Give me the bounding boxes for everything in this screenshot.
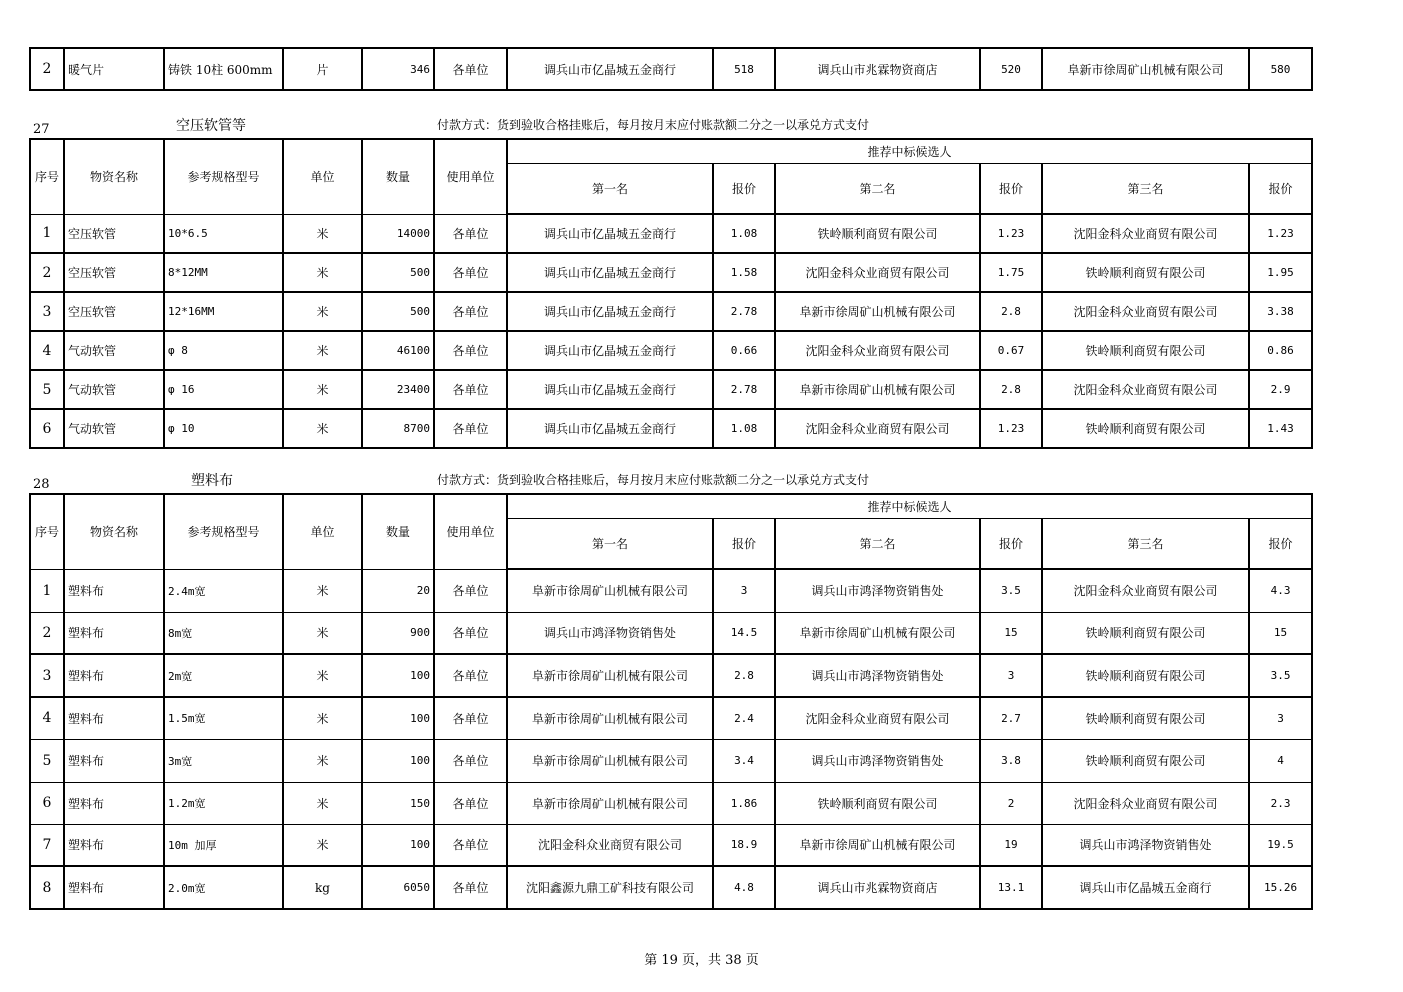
cell-first: 调兵山市亿晶城五金商行 xyxy=(507,331,713,370)
cell-second: 铁岭顺利商贸有限公司 xyxy=(775,782,980,824)
cell-price-1: 3 xyxy=(713,569,775,612)
cell-no: 7 xyxy=(30,824,64,866)
table-row xyxy=(30,409,1312,448)
cell-first: 调兵山市亿晶城五金商行 xyxy=(507,214,713,253)
cell-second: 沈阳金科众业商贸有限公司 xyxy=(775,253,980,292)
header-third: 第三名 xyxy=(1042,518,1249,569)
table-row xyxy=(30,697,1312,739)
cell-price-3: 1.95 xyxy=(1249,253,1312,292)
cell-name: 塑料布 xyxy=(64,612,164,654)
cell-third: 铁岭顺利商贸有限公司 xyxy=(1042,612,1249,654)
header-unit: 单位 xyxy=(283,139,362,214)
cell-qty: 100 xyxy=(362,824,434,866)
cell-no: 6 xyxy=(30,409,64,448)
cell-third: 铁岭顺利商贸有限公司 xyxy=(1042,654,1249,697)
cell-price-2: 520 xyxy=(980,48,1042,90)
cell-price-1: 4.8 xyxy=(713,866,775,909)
cell-price-3: 2.3 xyxy=(1249,782,1312,824)
cell-price-2: 2.7 xyxy=(980,697,1042,739)
cell-price-3: 3 xyxy=(1249,697,1312,739)
cell-second: 阜新市徐周矿山机械有限公司 xyxy=(775,824,980,866)
cell-user: 各单位 xyxy=(434,697,507,739)
cell-spec: 8m宽 xyxy=(164,612,283,654)
cell-third: 沈阳金科众业商贸有限公司 xyxy=(1042,370,1249,409)
cell-third: 铁岭顺利商贸有限公司 xyxy=(1042,331,1249,370)
cell-no: 4 xyxy=(30,331,64,370)
cell-first: 阜新市徐周矿山机械有限公司 xyxy=(507,654,713,697)
cell-first: 调兵山市鸿泽物资销售处 xyxy=(507,612,713,654)
cell-unit: 米 xyxy=(283,370,362,409)
cell-price-1: 2.78 xyxy=(713,370,775,409)
cell-spec: 2m宽 xyxy=(164,654,283,697)
section-title: 空压软管等 xyxy=(176,118,246,134)
header-no: 序号 xyxy=(30,139,64,214)
header-price: 报价 xyxy=(980,518,1042,569)
cell-user: 各单位 xyxy=(434,370,507,409)
table-row xyxy=(30,739,1312,782)
cell-name: 空压软管 xyxy=(64,253,164,292)
cell-name: 塑料布 xyxy=(64,654,164,697)
cell-price-2: 0.67 xyxy=(980,331,1042,370)
cell-qty: 20 xyxy=(362,569,434,612)
cell-third: 铁岭顺利商贸有限公司 xyxy=(1042,697,1249,739)
section-27-table xyxy=(29,138,1313,449)
header-no: 序号 xyxy=(30,494,64,569)
cell-name: 塑料布 xyxy=(64,569,164,612)
cell-no: 6 xyxy=(30,782,64,824)
cell-price-3: 4.3 xyxy=(1249,569,1312,612)
cell-first: 调兵山市亿晶城五金商行 xyxy=(507,292,713,331)
header-row xyxy=(30,139,1312,163)
table-row xyxy=(30,654,1312,697)
cell-third: 沈阳金科众业商贸有限公司 xyxy=(1042,569,1249,612)
cell-price-3: 3.5 xyxy=(1249,654,1312,697)
table-row xyxy=(30,569,1312,612)
cell-first: 调兵山市亿晶城五金商行 xyxy=(507,409,713,448)
page-footer: 第 19 页，共 38 页 xyxy=(644,953,759,968)
cell-price-2: 1.75 xyxy=(980,253,1042,292)
cell-price-3: 19.5 xyxy=(1249,824,1312,866)
cell-second: 沈阳金科众业商贸有限公司 xyxy=(775,697,980,739)
cell-spec: 12*16MM xyxy=(164,292,283,331)
cell-name: 暖气片 xyxy=(64,48,164,90)
cell-qty: 500 xyxy=(362,253,434,292)
cell-name: 空压软管 xyxy=(64,292,164,331)
cell-third: 铁岭顺利商贸有限公司 xyxy=(1042,409,1249,448)
payment-terms: 付款方式：货到验收合格挂账后，每月按月末应付账款额二分之一以承兑方式支付 xyxy=(437,473,870,487)
header-user: 使用单位 xyxy=(434,494,507,569)
header-second: 第二名 xyxy=(775,163,980,214)
cell-unit: kg xyxy=(283,866,362,909)
cell-unit: 米 xyxy=(283,654,362,697)
cell-third: 沈阳金科众业商贸有限公司 xyxy=(1042,214,1249,253)
cell-no: 2 xyxy=(30,48,64,90)
cell-third: 铁岭顺利商贸有限公司 xyxy=(1042,253,1249,292)
cell-unit: 米 xyxy=(283,214,362,253)
cell-price-2: 2.8 xyxy=(980,292,1042,331)
cell-second: 调兵山市鸿泽物资销售处 xyxy=(775,739,980,782)
header-price: 报价 xyxy=(1249,518,1312,569)
cell-price-1: 0.66 xyxy=(713,331,775,370)
cell-no: 3 xyxy=(30,292,64,331)
cell-price-1: 2.4 xyxy=(713,697,775,739)
cell-second: 阜新市徐周矿山机械有限公司 xyxy=(775,370,980,409)
cell-second: 阜新市徐周矿山机械有限公司 xyxy=(775,612,980,654)
cell-no: 2 xyxy=(30,253,64,292)
cell-second: 调兵山市兆霖物资商店 xyxy=(775,866,980,909)
cell-price-2: 13.1 xyxy=(980,866,1042,909)
header-price: 报价 xyxy=(713,163,775,214)
cell-qty: 14000 xyxy=(362,214,434,253)
cell-unit: 片 xyxy=(283,48,362,90)
cell-first: 阜新市徐周矿山机械有限公司 xyxy=(507,782,713,824)
section-number: 28 xyxy=(33,477,50,492)
cell-spec: 2.0m宽 xyxy=(164,866,283,909)
header-spec: 参考规格型号 xyxy=(164,494,283,569)
cell-first: 调兵山市亿晶城五金商行 xyxy=(507,370,713,409)
cell-price-2: 2 xyxy=(980,782,1042,824)
cell-second: 调兵山市鸿泽物资销售处 xyxy=(775,569,980,612)
cell-third: 调兵山市鸿泽物资销售处 xyxy=(1042,824,1249,866)
cell-qty: 6050 xyxy=(362,866,434,909)
cell-name: 气动软管 xyxy=(64,409,164,448)
table-row xyxy=(30,824,1312,866)
table-row xyxy=(30,253,1312,292)
cell-spec: 10m 加厚 xyxy=(164,824,283,866)
cell-name: 塑料布 xyxy=(64,824,164,866)
cell-no: 1 xyxy=(30,214,64,253)
cell-user: 各单位 xyxy=(434,214,507,253)
cell-second: 调兵山市鸿泽物资销售处 xyxy=(775,654,980,697)
cell-unit: 米 xyxy=(283,331,362,370)
cell-price-1: 1.08 xyxy=(713,214,775,253)
cell-user: 各单位 xyxy=(434,866,507,909)
cell-name: 塑料布 xyxy=(64,697,164,739)
cell-user: 各单位 xyxy=(434,48,507,90)
cell-spec: 8*12MM xyxy=(164,253,283,292)
cell-second: 阜新市徐周矿山机械有限公司 xyxy=(775,292,980,331)
cell-no: 2 xyxy=(30,612,64,654)
cell-user: 各单位 xyxy=(434,782,507,824)
cell-qty: 346 xyxy=(362,48,434,90)
cell-spec: 铸铁 10柱 600mm xyxy=(164,48,283,90)
cell-first: 阜新市徐周矿山机械有限公司 xyxy=(507,739,713,782)
cell-first: 沈阳鑫源九鼎工矿科技有限公司 xyxy=(507,866,713,909)
cell-price-3: 4 xyxy=(1249,739,1312,782)
cell-no: 4 xyxy=(30,697,64,739)
cell-price-1: 1.58 xyxy=(713,253,775,292)
cell-spec: 2.4m宽 xyxy=(164,569,283,612)
cell-no: 8 xyxy=(30,866,64,909)
cell-qty: 500 xyxy=(362,292,434,331)
cell-user: 各单位 xyxy=(434,824,507,866)
cell-price-1: 518 xyxy=(713,48,775,90)
cell-spec: 1.2m宽 xyxy=(164,782,283,824)
cell-price-3: 2.9 xyxy=(1249,370,1312,409)
table-row xyxy=(30,782,1312,824)
cell-price-3: 15 xyxy=(1249,612,1312,654)
cell-first: 阜新市徐周矿山机械有限公司 xyxy=(507,569,713,612)
cell-qty: 150 xyxy=(362,782,434,824)
header-name: 物资名称 xyxy=(64,139,164,214)
cell-first: 调兵山市亿晶城五金商行 xyxy=(507,253,713,292)
cell-spec: φ 8 xyxy=(164,331,283,370)
table-row xyxy=(30,612,1312,654)
cell-spec: 1.5m宽 xyxy=(164,697,283,739)
payment-terms: 付款方式：货到验收合格挂账后，每月按月末应付账款额二分之一以承兑方式支付 xyxy=(437,118,870,132)
cell-price-1: 3.4 xyxy=(713,739,775,782)
table-row xyxy=(30,370,1312,409)
cell-second: 调兵山市兆霖物资商店 xyxy=(775,48,980,90)
cell-spec: 3m宽 xyxy=(164,739,283,782)
cell-unit: 米 xyxy=(283,409,362,448)
cell-first: 沈阳金科众业商贸有限公司 xyxy=(507,824,713,866)
cell-no: 1 xyxy=(30,569,64,612)
cell-user: 各单位 xyxy=(434,569,507,612)
cell-third: 调兵山市亿晶城五金商行 xyxy=(1042,866,1249,909)
header-qty: 数量 xyxy=(362,494,434,569)
cell-third: 沈阳金科众业商贸有限公司 xyxy=(1042,292,1249,331)
cell-price-1: 1.08 xyxy=(713,409,775,448)
cell-qty: 46100 xyxy=(362,331,434,370)
cell-qty: 100 xyxy=(362,654,434,697)
cell-user: 各单位 xyxy=(434,409,507,448)
cell-third: 铁岭顺利商贸有限公司 xyxy=(1042,739,1249,782)
cell-name: 塑料布 xyxy=(64,739,164,782)
cell-no: 5 xyxy=(30,739,64,782)
cell-third: 沈阳金科众业商贸有限公司 xyxy=(1042,782,1249,824)
cell-price-2: 15 xyxy=(980,612,1042,654)
cell-user: 各单位 xyxy=(434,331,507,370)
header-row xyxy=(30,494,1312,518)
cell-unit: 米 xyxy=(283,697,362,739)
section-title: 塑料布 xyxy=(191,473,233,489)
header-name: 物资名称 xyxy=(64,494,164,569)
header-recommend: 推荐中标候选人 xyxy=(507,494,1312,518)
cell-name: 气动软管 xyxy=(64,331,164,370)
table-row xyxy=(30,331,1312,370)
cell-price-3: 15.26 xyxy=(1249,866,1312,909)
cell-user: 各单位 xyxy=(434,654,507,697)
cell-unit: 米 xyxy=(283,782,362,824)
cell-name: 气动软管 xyxy=(64,370,164,409)
cell-price-1: 1.86 xyxy=(713,782,775,824)
cell-price-3: 1.23 xyxy=(1249,214,1312,253)
cell-first: 阜新市徐周矿山机械有限公司 xyxy=(507,697,713,739)
section-28-table xyxy=(29,493,1313,910)
cell-user: 各单位 xyxy=(434,612,507,654)
cell-unit: 米 xyxy=(283,824,362,866)
cell-qty: 900 xyxy=(362,612,434,654)
cell-third: 阜新市徐周矿山机械有限公司 xyxy=(1042,48,1249,90)
cell-price-2: 1.23 xyxy=(980,409,1042,448)
header-spec: 参考规格型号 xyxy=(164,139,283,214)
cell-qty: 23400 xyxy=(362,370,434,409)
cell-price-3: 3.38 xyxy=(1249,292,1312,331)
header-unit: 单位 xyxy=(283,494,362,569)
header-third: 第三名 xyxy=(1042,163,1249,214)
cell-price-2: 19 xyxy=(980,824,1042,866)
cell-price-3: 1.43 xyxy=(1249,409,1312,448)
cell-no: 3 xyxy=(30,654,64,697)
header-second: 第二名 xyxy=(775,518,980,569)
cell-unit: 米 xyxy=(283,612,362,654)
cell-name: 空压软管 xyxy=(64,214,164,253)
table-row xyxy=(30,292,1312,331)
cell-second: 沈阳金科众业商贸有限公司 xyxy=(775,331,980,370)
cell-price-2: 3.8 xyxy=(980,739,1042,782)
cell-price-2: 2.8 xyxy=(980,370,1042,409)
cell-unit: 米 xyxy=(283,253,362,292)
header-price: 报价 xyxy=(1249,163,1312,214)
header-recommend: 推荐中标候选人 xyxy=(507,139,1312,163)
cell-price-2: 3.5 xyxy=(980,569,1042,612)
table-row xyxy=(30,214,1312,253)
cell-price-1: 14.5 xyxy=(713,612,775,654)
cell-user: 各单位 xyxy=(434,253,507,292)
header-user: 使用单位 xyxy=(434,139,507,214)
cell-qty: 100 xyxy=(362,739,434,782)
cell-user: 各单位 xyxy=(434,292,507,331)
cell-spec: 10*6.5 xyxy=(164,214,283,253)
continued-table xyxy=(29,47,1313,91)
cell-unit: 米 xyxy=(283,292,362,331)
cell-price-1: 2.78 xyxy=(713,292,775,331)
cell-spec: φ 16 xyxy=(164,370,283,409)
cell-price-1: 2.8 xyxy=(713,654,775,697)
cell-qty: 8700 xyxy=(362,409,434,448)
table-row xyxy=(30,48,1312,90)
cell-qty: 100 xyxy=(362,697,434,739)
header-first: 第一名 xyxy=(507,163,713,214)
cell-first: 调兵山市亿晶城五金商行 xyxy=(507,48,713,90)
cell-price-2: 1.23 xyxy=(980,214,1042,253)
cell-unit: 米 xyxy=(283,739,362,782)
cell-price-3: 0.86 xyxy=(1249,331,1312,370)
header-qty: 数量 xyxy=(362,139,434,214)
cell-user: 各单位 xyxy=(434,739,507,782)
header-price: 报价 xyxy=(713,518,775,569)
cell-second: 沈阳金科众业商贸有限公司 xyxy=(775,409,980,448)
cell-name: 塑料布 xyxy=(64,866,164,909)
cell-price-2: 3 xyxy=(980,654,1042,697)
cell-unit: 米 xyxy=(283,569,362,612)
section-number: 27 xyxy=(33,122,50,137)
cell-no: 5 xyxy=(30,370,64,409)
cell-price-3: 580 xyxy=(1249,48,1312,90)
table-row xyxy=(30,866,1312,909)
cell-spec: φ 10 xyxy=(164,409,283,448)
header-first: 第一名 xyxy=(507,518,713,569)
cell-name: 塑料布 xyxy=(64,782,164,824)
cell-second: 铁岭顺利商贸有限公司 xyxy=(775,214,980,253)
cell-price-1: 18.9 xyxy=(713,824,775,866)
header-price: 报价 xyxy=(980,163,1042,214)
